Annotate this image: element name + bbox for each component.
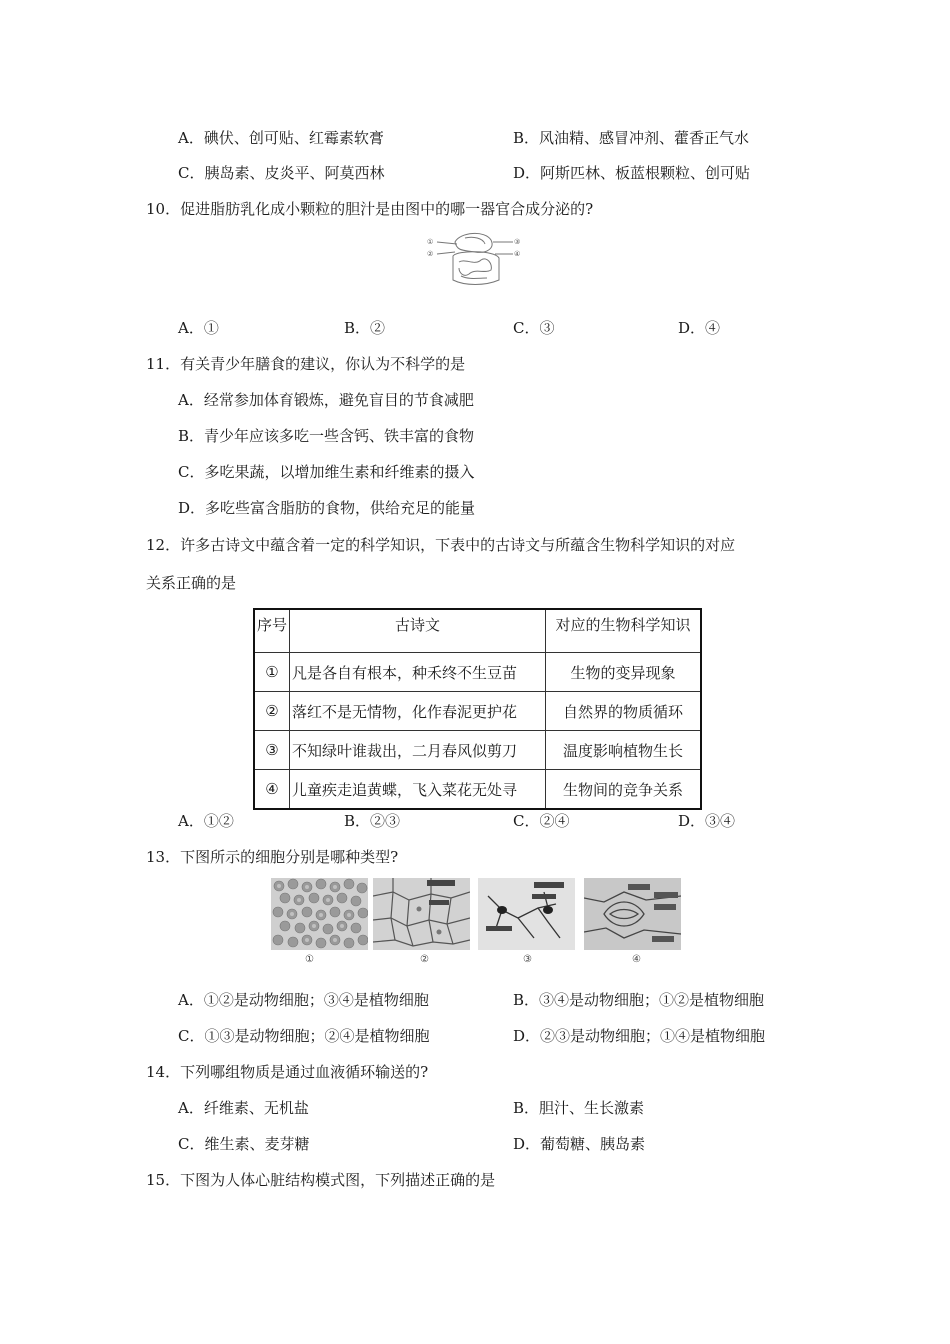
q11-option-a[interactable]: A．经常参加体育锻炼，避免盲目的节食减肥 bbox=[178, 391, 474, 409]
q12-option-a[interactable]: A．①② bbox=[178, 812, 234, 830]
q14-option-b[interactable]: B．胆汁、生长激素 bbox=[513, 1099, 645, 1117]
q10-option-b[interactable]: B．② bbox=[344, 319, 386, 337]
table-row bbox=[254, 692, 701, 731]
q11-question: 11．有关青少年膳食的建议，你认为不科学的是 bbox=[146, 355, 466, 373]
table-cell-science: 生物的变异现象 bbox=[546, 653, 702, 692]
q14-option-c[interactable]: C．维生素、麦芽糖 bbox=[178, 1135, 310, 1153]
q13-option-d[interactable]: D．②③是动物细胞；①④是植物细胞 bbox=[513, 1027, 766, 1045]
table-cell-poem: 儿童疾走追黄蝶，飞入菜花无处寻 bbox=[290, 770, 546, 810]
q10-option-c[interactable]: C．③ bbox=[513, 319, 555, 337]
table-row bbox=[254, 770, 701, 810]
q12-question: 12．许多古诗文中蕴含着一定的科学知识，下表中的古诗文与所蕴含生物科学知识的对应 bbox=[146, 536, 736, 554]
table-cell-number: ① bbox=[254, 653, 290, 692]
table-cell-science: 生物间的竞争关系 bbox=[546, 770, 702, 810]
stomata-cells-image bbox=[584, 878, 681, 950]
blood-cells-image bbox=[271, 878, 368, 950]
table-cell-number: ② bbox=[254, 692, 290, 731]
q14-option-d[interactable]: D．葡萄糖、胰岛素 bbox=[513, 1135, 646, 1153]
cell-figure-label-4: ④ bbox=[632, 954, 641, 965]
q12-option-c[interactable]: C．②④ bbox=[513, 812, 570, 830]
q11-option-d[interactable]: D．多吃些富含脂肪的食物，供给充足的能量 bbox=[178, 499, 476, 517]
q13-question: 13．下图所示的细胞分别是哪种类型? bbox=[146, 848, 399, 866]
q13-option-c[interactable]: C．①③是动物细胞；②④是植物细胞 bbox=[178, 1027, 430, 1045]
q13-option-b[interactable]: B．③④是动物细胞；①②是植物细胞 bbox=[513, 991, 765, 1009]
digestive-system-figure bbox=[425, 228, 525, 290]
q10-option-d[interactable]: D．④ bbox=[678, 319, 721, 337]
table-cell-poem: 落红不是无情物，化作春泥更护花 bbox=[290, 692, 546, 731]
q12-option-b[interactable]: B．②③ bbox=[344, 812, 401, 830]
plant-epidermis-image bbox=[373, 878, 470, 950]
table-cell-poem: 凡是各自有根本，种禾终不生豆苗 bbox=[290, 653, 546, 692]
q14-option-a[interactable]: A．纤维素、无机盐 bbox=[178, 1099, 309, 1117]
digest-label-2: ② bbox=[427, 250, 434, 258]
table-row bbox=[254, 731, 701, 770]
q14-question: 14．下列哪组物质是通过血液循环输送的? bbox=[146, 1063, 429, 1081]
q9-option-b[interactable]: B．风油精、感冒冲剂、藿香正气水 bbox=[513, 129, 750, 147]
poem-science-table bbox=[253, 608, 702, 810]
digest-label-1: ① bbox=[427, 238, 434, 246]
cell-figure-label-2: ② bbox=[420, 954, 429, 965]
q9-option-d[interactable]: D．阿斯匹林、板蓝根颗粒、创可贴 bbox=[513, 164, 751, 182]
q13-option-a[interactable]: A．①②是动物细胞；③④是植物细胞 bbox=[178, 991, 429, 1009]
digest-label-3: ③ bbox=[514, 238, 521, 246]
q9-option-a[interactable]: A．碘伏、创可贴、红霉素软膏 bbox=[178, 129, 384, 147]
table-cell-number: ③ bbox=[254, 731, 290, 770]
table-cell-science: 自然界的物质循环 bbox=[546, 692, 702, 731]
table-header-poem: 古诗文 bbox=[290, 609, 546, 653]
q12-option-d[interactable]: D．③④ bbox=[678, 812, 736, 830]
table-header-row bbox=[254, 609, 701, 653]
q10-option-a[interactable]: A．① bbox=[178, 319, 219, 337]
table-cell-science: 温度影响植物生长 bbox=[546, 731, 702, 770]
cell-figure-label-1: ① bbox=[305, 954, 314, 965]
q15-question: 15．下图为人体心脏结构模式图，下列描述正确的是 bbox=[146, 1171, 496, 1189]
q12-question-cont: 关系正确的是 bbox=[146, 574, 237, 592]
table-cell-poem: 不知绿叶谁裁出，二月春风似剪刀 bbox=[290, 731, 546, 770]
q10-question: 10．促进脂肪乳化成小颗粒的胆汁是由图中的哪一器官合成分泌的? bbox=[146, 200, 594, 218]
table-row bbox=[254, 653, 701, 692]
table-header-science: 对应的生物科学知识 bbox=[546, 609, 702, 653]
neuron-cells-image bbox=[478, 878, 575, 950]
q11-option-c[interactable]: C．多吃果蔬，以增加维生素和纤维素的摄入 bbox=[178, 463, 475, 481]
table-cell-number: ④ bbox=[254, 770, 290, 810]
table-header-number: 序号 bbox=[254, 609, 290, 653]
q9-option-c[interactable]: C．胰岛素、皮炎平、阿莫西林 bbox=[178, 164, 385, 182]
cell-figure-label-3: ③ bbox=[523, 954, 532, 965]
digest-label-4: ④ bbox=[514, 250, 521, 258]
q11-option-b[interactable]: B．青少年应该多吃一些含钙、铁丰富的食物 bbox=[178, 427, 475, 445]
